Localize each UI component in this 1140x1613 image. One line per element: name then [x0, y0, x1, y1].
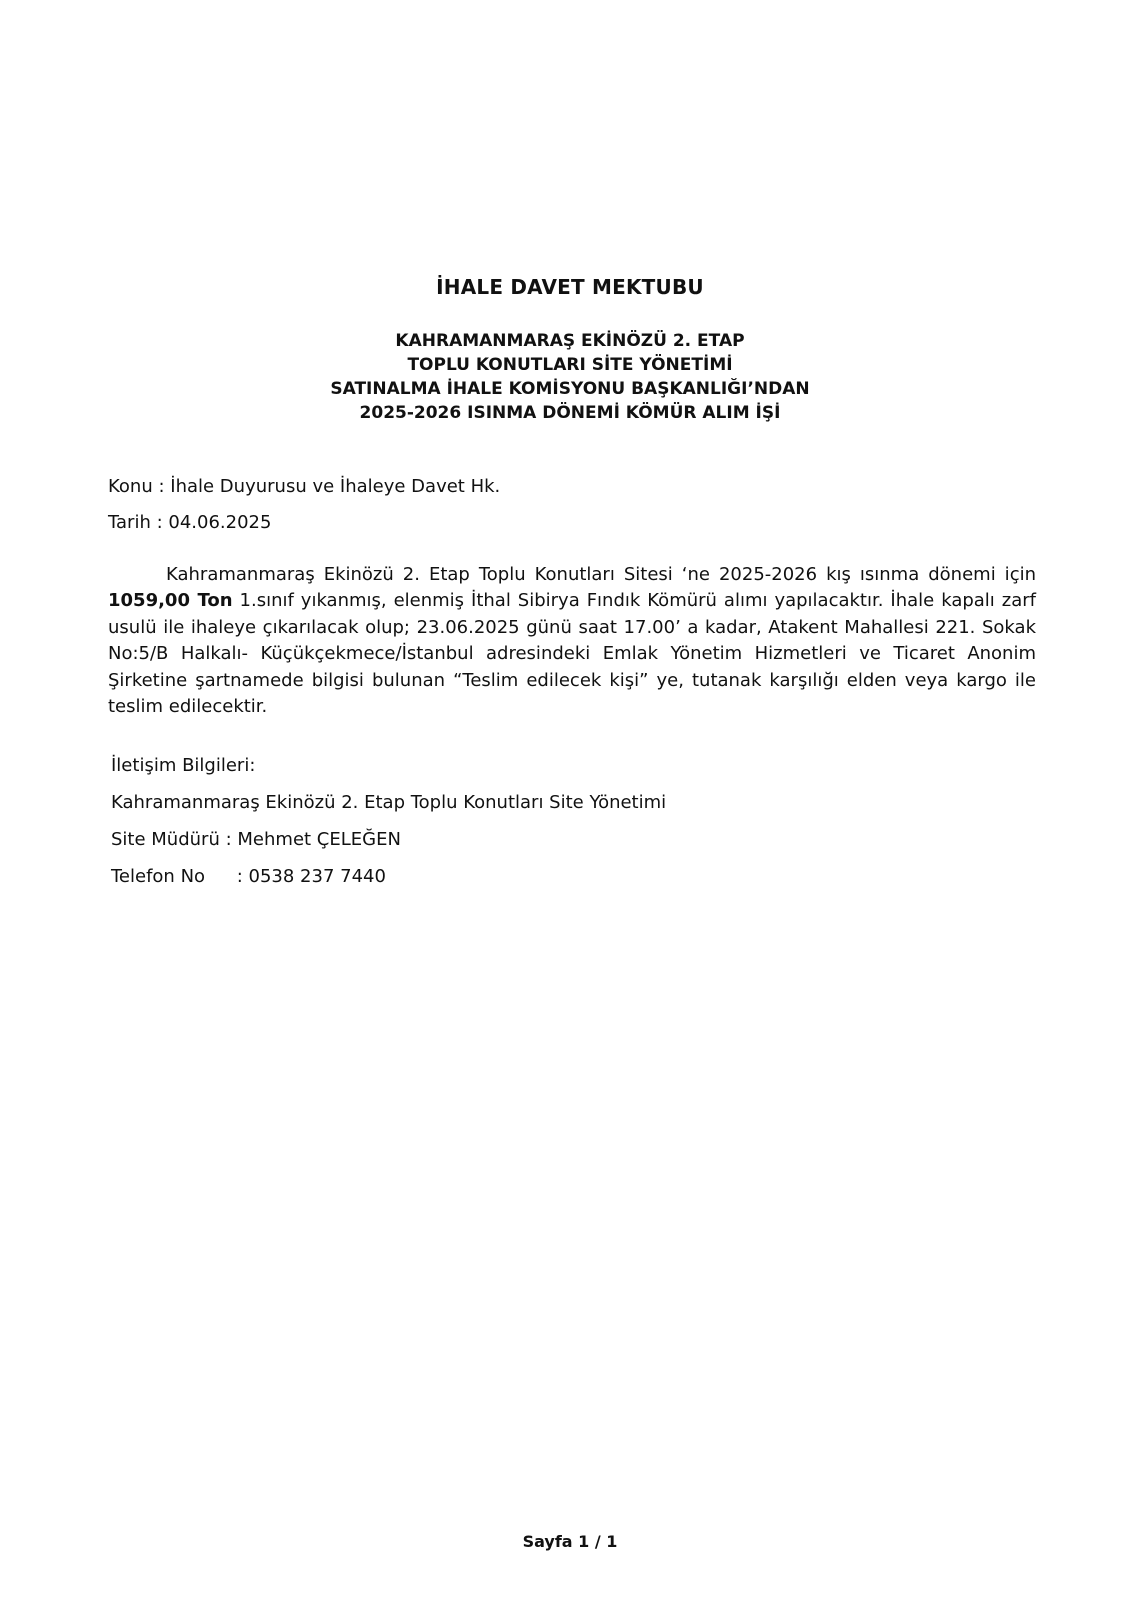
- konu-value: İhale Duyurusu ve İhaleye Davet Hk.: [170, 476, 501, 497]
- contact-org: Kahramanmaraş Ekinözü 2. Etap Toplu Konutları Site Yönetimi: [111, 792, 667, 813]
- subtitle-line: SATINALMA İHALE KOMİSYONU BAŞKANLIĞI’NDAN: [330, 379, 810, 399]
- body-paragraph: [108, 562, 1036, 720]
- contact-heading: İletişim Bilgileri:: [111, 755, 256, 776]
- konu-separator: :: [152, 476, 171, 497]
- body-text-part1: Kahramanmaraş Ekinözü 2. Etap Toplu Konutları Sitesi ‘ne 2025-2026 kış ısınma dönemi için: [166, 564, 1036, 585]
- contact-phone-row: [111, 866, 386, 887]
- tarih-label: Tarih: [108, 512, 151, 533]
- document-title: İHALE DAVET MEKTUBU: [436, 275, 704, 299]
- subtitle-line: 2025-2026 ISINMA DÖNEMİ KÖMÜR ALIM İŞİ: [359, 403, 781, 423]
- phone-value: 0538 237 7440: [248, 866, 386, 887]
- document-subtitle: [0, 329, 1140, 425]
- phone-separator: :: [231, 866, 249, 887]
- subtitle-line: KAHRAMANMARAŞ EKİNÖZÜ 2. ETAP: [395, 331, 745, 351]
- page-number: Sayfa 1 / 1: [522, 1532, 618, 1551]
- manager-separator: :: [219, 829, 238, 850]
- konu-label: Konu: [108, 476, 153, 497]
- manager-value: Mehmet ÇELEĞEN: [237, 829, 401, 850]
- manager-label: Site Müdürü: [111, 829, 220, 850]
- contact-manager-row: [111, 829, 401, 850]
- tarih-value: 04.06.2025: [168, 512, 272, 533]
- subtitle-line: TOPLU KONUTLARI SİTE YÖNETİMİ: [407, 355, 733, 375]
- tarih-row: [108, 512, 271, 533]
- body-text-part2: 1.sınıf yıkanmış, elenmiş İthal Sibirya Fındık Kömürü alımı yapılacaktır. İhale kapalı zarf usulü ile ihaleye çıkarılacak olup; 23.06.2025 günü saat 17.00’ a kadar, Atakent Mahallesi 221. Sokak No:5/B Halkalı- Küçükçekmece/İstanbul adresindeki Emlak Yönetim Hizmetleri ve Ticaret Anonim Şirketine şartnamede bilgisi bulunan “Teslim edilecek kişi” ye, tutanak karşılığı elden veya kargo ile teslim edilecektir.: [108, 590, 1036, 718]
- phone-label: Telefon No: [111, 866, 206, 887]
- body-quantity: 1059,00 Ton: [108, 590, 233, 612]
- tarih-separator: :: [150, 512, 169, 533]
- konu-row: [108, 476, 500, 497]
